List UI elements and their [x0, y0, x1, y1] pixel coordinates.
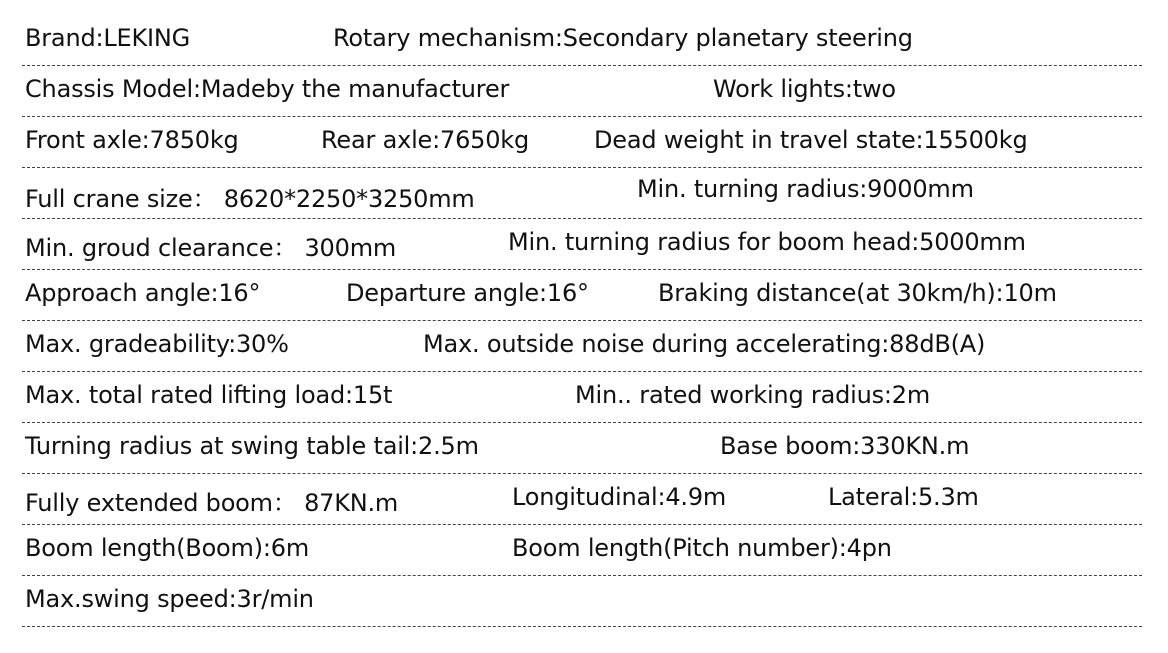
- spec-front-axle: Front axle:7850kg: [25, 126, 239, 154]
- spec-extended-boom: Fully extended boom： 87KN.m: [25, 489, 399, 517]
- spec-rear-axle: Rear axle:7650kg: [321, 126, 530, 154]
- spec-brand: Brand:LEKING: [25, 24, 191, 52]
- spec-row: [22, 473, 1142, 525]
- spec-turning-radius: Min. turning radius:9000mm: [637, 175, 974, 203]
- spec-rotary-mechanism: Rotary mechanism:Secondary planetary steering: [333, 24, 913, 52]
- spec-longitudinal: Longitudinal:4.9m: [512, 483, 727, 511]
- spec-crane-size: Full crane size： 8620*2250*3250mm: [25, 185, 475, 213]
- spec-gradeability: Max. gradeability:30%: [25, 330, 289, 358]
- spec-row: [22, 320, 1142, 372]
- spec-tail-radius: Turning radius at swing table tail:2.5m: [25, 432, 479, 460]
- spec-row: [22, 269, 1142, 321]
- spec-ground-clearance: Min. groud clearance： 300mm: [25, 234, 397, 262]
- spec-base-boom: Base boom:330KN.m: [720, 432, 970, 460]
- spec-row: [22, 524, 1142, 576]
- spec-swing-speed: Max.swing speed:3r/min: [25, 585, 314, 613]
- spec-pitch-number: Boom length(Pitch number):4pn: [512, 534, 892, 562]
- spec-noise: Max. outside noise during accelerating:88dB(A): [423, 330, 986, 358]
- spec-row: [22, 575, 1142, 627]
- spec-work-lights: Work lights:two: [713, 75, 896, 103]
- spec-approach-angle: Approach angle:16°: [25, 279, 261, 307]
- spec-row: [22, 65, 1142, 117]
- spec-departure-angle: Departure angle:16°: [346, 279, 589, 307]
- spec-boom-head-radius: Min. turning radius for boom head:5000mm: [508, 228, 1026, 256]
- spec-chassis-model: Chassis Model:Madeby the manufacturer: [25, 75, 510, 103]
- spec-braking-distance: Braking distance(at 30km/h):10m: [658, 279, 1057, 307]
- spec-lateral: Lateral:5.3m: [828, 483, 979, 511]
- spec-row: [22, 14, 1142, 66]
- spec-dead-weight: Dead weight in travel state:15500kg: [594, 126, 1028, 154]
- spec-boom-length: Boom length(Boom):6m: [25, 534, 310, 562]
- spec-working-radius: Min.. rated working radius:2m: [575, 381, 931, 409]
- spec-row: [22, 167, 1142, 219]
- spec-row: [22, 371, 1142, 423]
- spec-lifting-load: Max. total rated lifting load:15t: [25, 381, 393, 409]
- spec-row: [22, 218, 1142, 270]
- spec-row: [22, 116, 1142, 168]
- spec-row: [22, 422, 1142, 474]
